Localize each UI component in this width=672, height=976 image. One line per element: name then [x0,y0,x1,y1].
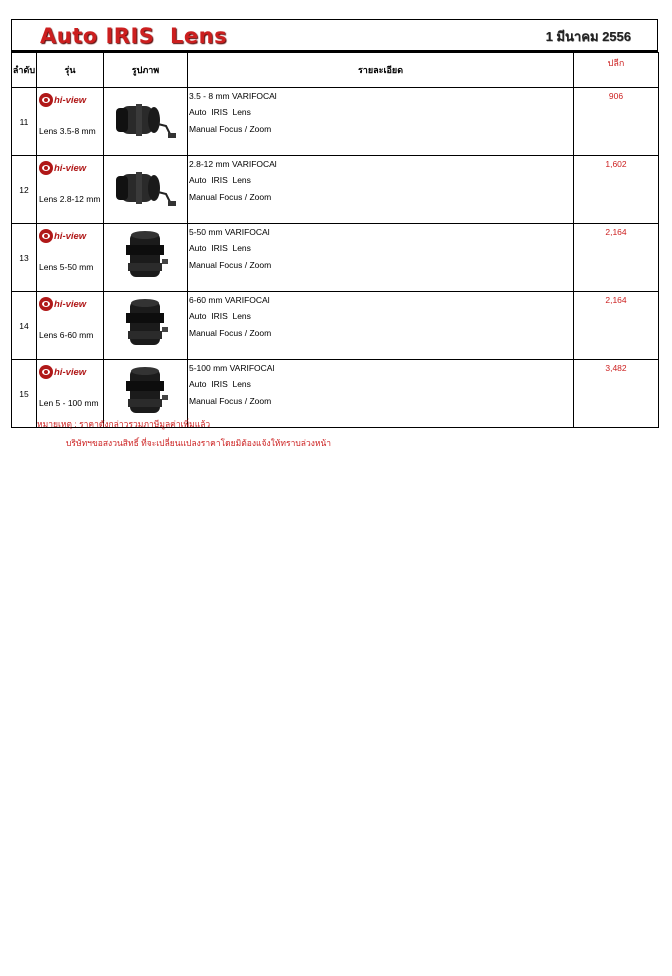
table-row [12,292,659,360]
note-line-1: หมายเหตุ : ราคาดังกล่าวรวมภาษีมูลค่าเพิ่มแล้ว [37,419,211,429]
lens-image [104,88,188,156]
model-name: Len 5 - 100 mm [39,398,99,408]
eye-icon [39,229,53,243]
brand-name: hi-view [54,298,87,310]
detail-focus: Manual Focus / Zoom [189,123,272,134]
notes [37,417,331,450]
retail-price: 2,164 [574,292,659,360]
detail-spec: 3.5 - 8 mm VARIFOCAl [189,91,277,101]
col-header-retail-price: ปลีก [574,53,659,88]
title-bar [11,19,658,52]
brand-logo [39,297,86,311]
table-row [12,88,659,156]
col-header-model: รุ่น [37,53,104,88]
detail-cell [188,156,574,224]
model-name: Lens 2.8-12 mm [39,194,101,204]
brand-logo [39,229,86,243]
detail-type: Auto IRIS Lens [189,243,251,254]
detail-spec: 6-60 mm VARIFOCAl [189,295,270,305]
lens-image [104,224,188,292]
table-header-row [12,53,659,88]
col-header-image: รูปภาพ [104,53,188,88]
retail-price: 3,482 [574,360,659,428]
model-cell [37,224,104,292]
note-line-2: บริษัทฯขอสงวนสิทธิ์ ที่จะเปลี่ยนแปลงราคาโดยมิต้องแจ้งให้ทราบล่วงหน้า [66,438,332,448]
eye-icon [39,93,53,107]
page-title: Auto IRIS Lens [40,24,228,48]
table-row [12,224,659,292]
table-row [12,156,659,224]
eye-icon [39,365,53,379]
detail-type: Auto IRIS Lens [189,175,251,186]
detail-type: Auto IRIS Lens [189,107,251,118]
model-cell [37,156,104,224]
detail-cell [188,292,574,360]
brand-name: hi-view [54,230,87,242]
row-number: 13 [12,224,37,292]
row-number: 12 [12,156,37,224]
brand-logo [39,93,86,107]
detail-focus: Manual Focus / Zoom [189,395,272,406]
detail-cell [188,88,574,156]
detail-focus: Manual Focus / Zoom [189,191,272,202]
price-sheet [11,19,658,428]
date-label: 1 มีนาคม 2556 [545,29,631,44]
col-header-detail: รายละเอียด [188,53,574,88]
brand-logo [39,161,86,175]
eye-icon [39,161,53,175]
eye-icon [39,297,53,311]
model-name: Lens 5-50 mm [39,262,94,272]
row-number: 14 [12,292,37,360]
detail-type: Auto IRIS Lens [189,311,251,322]
brand-name: hi-view [54,162,87,174]
detail-cell [188,224,574,292]
brand-name: hi-view [54,94,87,106]
detail-spec: 5-100 mm VARIFOCAl [189,363,275,373]
lens-image [104,156,188,224]
brand-logo [39,365,86,379]
detail-focus: Manual Focus / Zoom [189,327,272,338]
row-number: 15 [12,360,37,428]
col-header-no: ลำดับ [12,53,37,88]
model-cell [37,88,104,156]
lens-image [104,292,188,360]
retail-price: 906 [574,88,659,156]
detail-type: Auto IRIS Lens [189,379,251,390]
model-name: Lens 3.5-8 mm [39,126,96,136]
product-table [11,52,659,428]
detail-spec: 2.8-12 mm VARIFOCAl [189,159,277,169]
model-cell [37,292,104,360]
retail-price: 2,164 [574,224,659,292]
model-name: Lens 6-60 mm [39,330,94,340]
brand-name: hi-view [54,366,87,378]
detail-spec: 5-50 mm VARIFOCAl [189,227,270,237]
row-number: 11 [12,88,37,156]
detail-focus: Manual Focus / Zoom [189,259,272,270]
retail-price: 1,602 [574,156,659,224]
